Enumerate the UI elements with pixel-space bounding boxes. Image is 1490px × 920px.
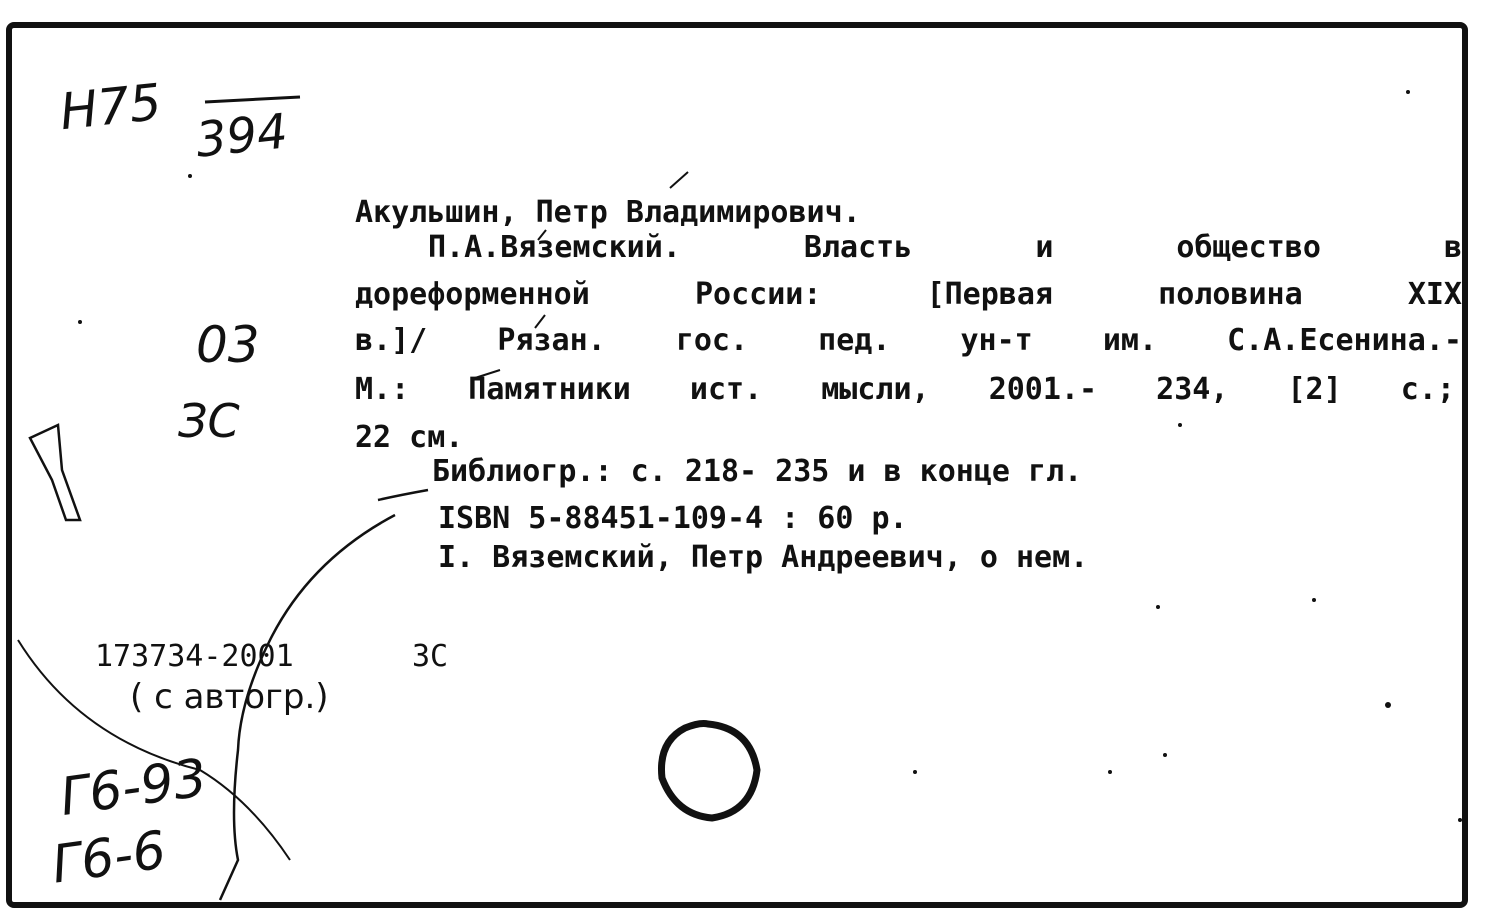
line4-word: Памятники xyxy=(468,372,631,407)
handwritten-dept: ЗС xyxy=(178,394,240,448)
speck xyxy=(1163,753,1167,757)
line2-word: дореформенной xyxy=(355,277,590,312)
line3-word: пед. xyxy=(818,323,891,358)
pen-tick xyxy=(670,172,688,188)
line4-word: ист. xyxy=(689,372,763,407)
author-heading: Акульшин, Петр Владимирович. xyxy=(355,195,861,230)
speck xyxy=(1406,90,1410,94)
line2-word: половина xyxy=(1158,277,1303,312)
line2-word: [Первая xyxy=(926,277,1053,312)
line4-word: 2001.- xyxy=(988,372,1098,407)
line3-word: ун-т xyxy=(960,323,1033,358)
line3-word: Рязан. xyxy=(497,323,606,358)
line2-word: XIX xyxy=(1407,277,1462,312)
line1-word: общество xyxy=(1176,230,1321,265)
drawn-circle xyxy=(661,724,757,819)
line3-word: С.А.Есенина.- xyxy=(1227,323,1462,358)
diagonal-stroke xyxy=(18,640,290,860)
connector-stroke xyxy=(220,490,428,900)
speck xyxy=(1385,702,1391,708)
isbn-line: ISBN 5-88451-109-4 : 60 р. xyxy=(438,501,908,536)
shelfmark-top: Н75 xyxy=(57,72,164,142)
inventory-dept: ЗС xyxy=(412,639,449,674)
handwritten-code-2: Г6-6 xyxy=(48,820,170,896)
line2-word: России: xyxy=(694,277,822,312)
speck xyxy=(78,320,82,324)
physical-size: 22 см. xyxy=(355,420,464,455)
line3-word: гос. xyxy=(675,323,749,358)
speck xyxy=(913,770,917,774)
speck xyxy=(188,174,192,178)
line4-word: [2] xyxy=(1287,372,1342,407)
line4-word: мысли, xyxy=(821,372,930,407)
pen-tick xyxy=(535,315,545,328)
pen-tick xyxy=(538,230,546,240)
line3-word: в.]/ xyxy=(355,323,428,358)
speck xyxy=(1108,770,1112,774)
bibliography-note: Библиогр.: с. 218- 235 и в конце гл. xyxy=(432,454,1083,489)
subject-heading: I. Вяземский, Петр Андреевич, о нем. xyxy=(438,540,1089,575)
shelfmark-bottom: 394 xyxy=(193,103,291,169)
line1-word: П.А.Вяземский. xyxy=(428,230,681,265)
line3-word: им. xyxy=(1102,323,1158,358)
line4-word: 234, xyxy=(1156,372,1229,407)
speck xyxy=(1458,818,1462,822)
shelfmark-overline xyxy=(205,97,300,102)
speck xyxy=(1156,605,1160,609)
line4-word: М.: xyxy=(355,372,410,407)
pen-tick xyxy=(475,370,500,378)
line1-word: Власть xyxy=(803,230,913,265)
inventory-number: 173734-2001 xyxy=(95,639,294,674)
autograph-note: ( с автогр.) xyxy=(130,677,329,717)
speck xyxy=(1312,598,1316,602)
handwritten-code-1: Г6-93 xyxy=(56,748,211,828)
flag-sketch xyxy=(30,425,80,520)
speck xyxy=(1178,423,1182,427)
handwritten-code: 03 xyxy=(196,316,260,374)
line1-word: и xyxy=(1035,230,1054,265)
line1-word: в xyxy=(1443,230,1462,265)
line4-word: с.; xyxy=(1400,372,1455,407)
